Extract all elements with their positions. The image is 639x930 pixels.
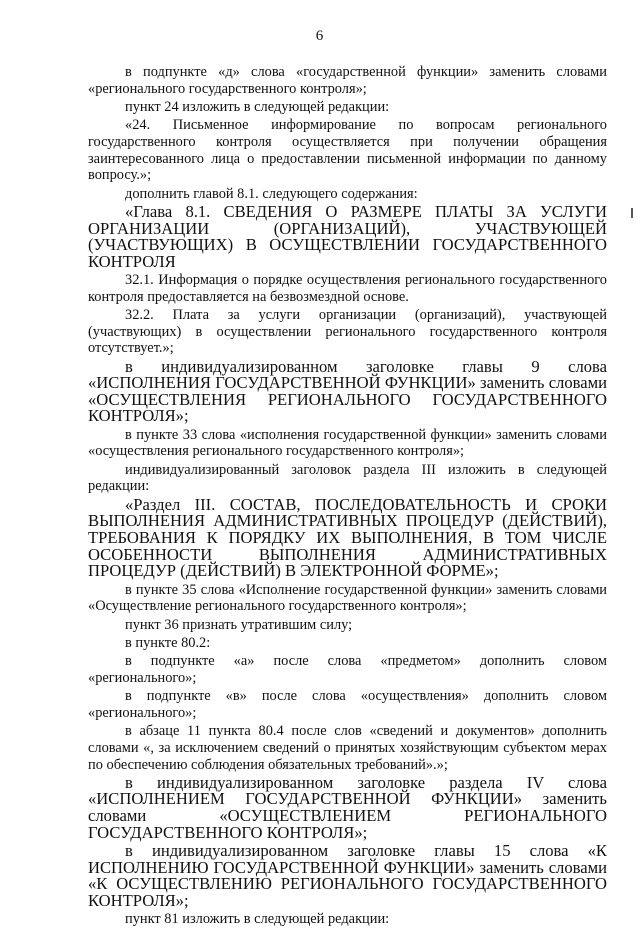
paragraph-chapter-8-1-heading: «Глава 8.1. СВЕДЕНИЯ О РАЗМЕРЕ ПЛАТЫ ЗА УСЛУГИ ОРГАНИЗАЦИИ (ОРГАНИЗАЦИЙ), УЧАСТВУЮЩЕЙ (УЧАСТВУЮЩИХ) В ОСУЩЕСТВЛЕНИИ ГОСУДАРСТВЕННОГО КОНТРОЛЯ (88, 201, 607, 271)
paragraph-item-81-intro: пункт 81 изложить в следующей редакции: (125, 911, 390, 928)
paragraph-subitem-a: в подпункте «а» после слова «предметом» дополнить словом «регионального»; (88, 653, 607, 686)
page-number: 6 (315, 28, 324, 44)
paragraph-section-3-intro: индивидуализированный заголовок раздела III изложить в следующей редакции: (88, 461, 607, 495)
paragraph-item-32-2: 32.2. Плата за услуги организации (организаций), участвующей (участвующих) в осуществлении регионального государственного контроля отсутствует.»; (88, 307, 607, 357)
document-body (88, 64, 607, 930)
paragraph-item-80-2-intro: в пункте 80.2: (125, 634, 211, 651)
paragraph-chapter-8-1-intro: дополнить главой 8.1. следующего содержания: (125, 185, 418, 202)
paragraph-section-4-heading-change: в индивидуализированном заголовке раздела IV слова «ИСПОЛНЕНИЕМ ГОСУДАРСТВЕННОЙ ФУНКЦИИ» заменить словами «ОСУЩЕСТВЛЕНИЕМ РЕГИОНАЛЬНОГО ГОСУДАРСТВЕННОГО КОНТРОЛЯ»; (88, 772, 607, 842)
paragraph-item-35-change: в пункте 35 слова «Исполнение государственной функции» заменить словами «Осуществление регионального государственного контроля»; (88, 581, 607, 615)
paragraph-subitem-d: в подпункте «д» слова «государственной функции» заменить словами «регионального государственного контроля»; (88, 64, 607, 97)
paragraph-chapter-9-heading-change: в индивидуализированном заголовке главы 9 слова «ИСПОЛНЕНИЯ ГОСУДАРСТВЕННОЙ ФУНКЦИИ» заменить словами «ОСУЩЕСТВЛЕНИЯ РЕГИОНАЛЬНОГО ГОСУДАРСТВЕННОГО КОНТРОЛЯ»; (88, 356, 607, 426)
paragraph-subitem-v: в подпункте «в» после слова «осуществления» дополнить словом «регионального»; (88, 688, 607, 721)
paragraph-item-24-text: «24. Письменное информирование по вопросам регионального государственного контроля осуществляется при получении обращения заинтересованного лица о предоставлении письменной информации по данному вопросу.»; (88, 117, 607, 184)
paragraph-item-36-repeal: пункт 36 признать утратившим силу; (125, 616, 353, 633)
paragraph-item-80-4: в абзаце 11 пункта 80.4 после слов «сведений и документов» дополнить словами «, за исключением сведений о принятых хозяйствующим субъектом мерах по обеспечению соблюдения обязательных требований».»; (88, 723, 607, 773)
paragraph-chapter-15-heading-change: в индивидуализированном заголовке главы 15 слова «К ИСПОЛНЕНИЮ ГОСУДАРСТВЕННОЙ ФУНКЦИИ» заменить словами «К ОСУЩЕСТВЛЕНИЮ РЕГИОНАЛЬНОГО ГОСУДАРСТВЕННОГО КОНТРОЛЯ»; (88, 841, 607, 910)
paragraph-item-32-1: 32.1. Информация о порядке осуществления регионального государственного контроля предоставляется на безвозмездной основе. (88, 272, 607, 305)
paragraph-item-33-change: в пункте 33 слова «исполнения государственной функции» заменить словами «осуществления регионального государственного контроля»; (88, 426, 607, 460)
scan-edge-mark (631, 208, 633, 218)
paragraph-section-3-heading: «Раздел III. СОСТАВ, ПОСЛЕДОВАТЕЛЬНОСТЬ И СРОКИ ВЫПОЛНЕНИЯ АДМИНИСТРАТИВНЫХ ПРОЦЕДУР (ДЕЙСТВИЙ), ТРЕБОВАНИЯ К ПОРЯДКУ ИХ ВЫПОЛНЕНИЯ, В ТОМ ЧИСЛЕ ОСОБЕННОСТИ ВЫПОЛНЕНИЯ АДМИНИСТРАТИВНЫХ ПРОЦЕДУР (ДЕЙСТВИЙ) В ЭЛЕКТРОННОЙ ФОРМЕ»; (88, 494, 607, 581)
paragraph-item-24-intro: пункт 24 изложить в следующей редакции: (125, 98, 390, 115)
